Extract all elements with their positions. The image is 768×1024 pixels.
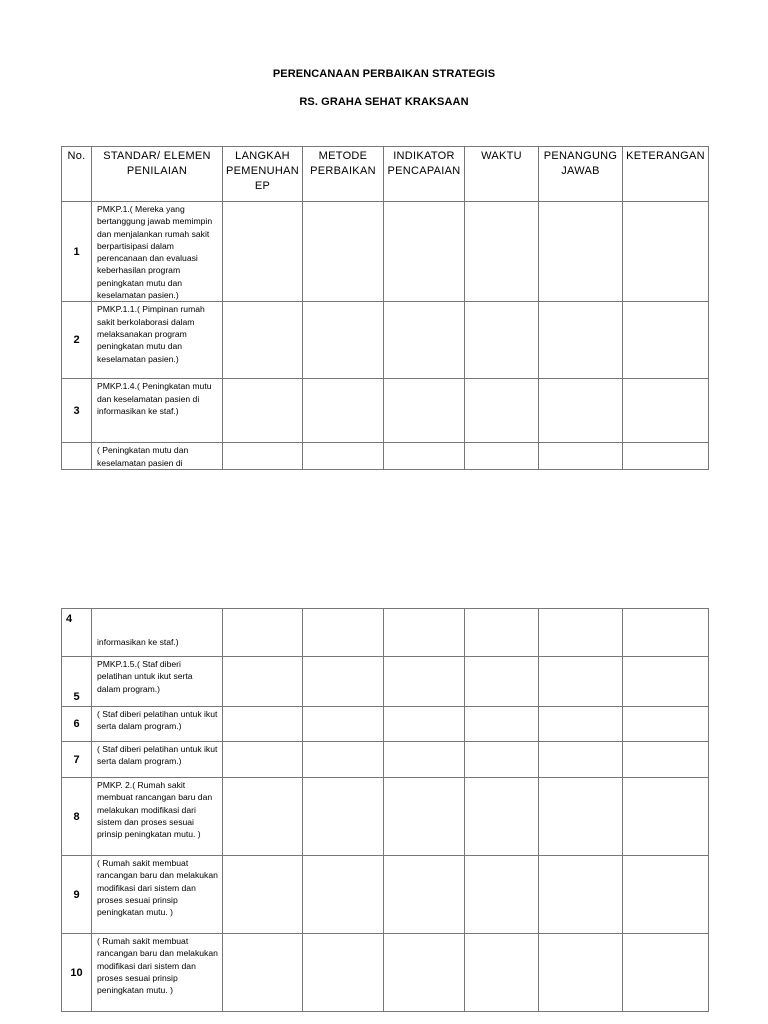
table-row bbox=[62, 742, 709, 778]
cell-empty bbox=[303, 707, 384, 742]
cell-empty bbox=[223, 742, 303, 778]
cell-empty bbox=[539, 657, 623, 707]
row-number: 1 bbox=[62, 202, 92, 302]
cell-empty bbox=[623, 778, 709, 856]
cell-empty bbox=[384, 379, 465, 443]
table-row bbox=[62, 778, 709, 856]
row-number: 4 bbox=[62, 609, 92, 657]
cell-empty bbox=[384, 443, 465, 470]
table-row bbox=[62, 302, 709, 379]
row-standar: ( Rumah sakit membuat rancangan baru dan melakukan modifikasi dari sistem dan proses sesuai prinsip peningkatan mutu. ) bbox=[92, 934, 223, 1012]
cell-empty bbox=[384, 742, 465, 778]
cell-empty bbox=[223, 934, 303, 1012]
cell-empty bbox=[539, 609, 623, 657]
cell-empty bbox=[539, 934, 623, 1012]
table-row bbox=[62, 443, 709, 470]
cell-empty bbox=[223, 707, 303, 742]
table-row bbox=[62, 657, 709, 707]
cell-empty bbox=[384, 778, 465, 856]
row-number: 2 bbox=[62, 302, 92, 379]
cell-empty bbox=[303, 742, 384, 778]
cell-empty bbox=[384, 202, 465, 302]
cell-empty bbox=[623, 742, 709, 778]
cell-empty bbox=[465, 707, 539, 742]
cell-empty bbox=[303, 379, 384, 443]
cell-empty bbox=[384, 657, 465, 707]
cell-empty bbox=[623, 202, 709, 302]
cell-empty bbox=[223, 302, 303, 379]
row-number: 5 bbox=[62, 657, 92, 707]
table-row bbox=[62, 379, 709, 443]
cell-empty bbox=[223, 202, 303, 302]
cell-empty bbox=[303, 657, 384, 707]
cell-empty bbox=[465, 778, 539, 856]
cell-empty bbox=[623, 657, 709, 707]
row-number: 7 bbox=[62, 742, 92, 778]
cell-empty bbox=[539, 742, 623, 778]
row-number bbox=[62, 443, 92, 470]
cell-empty bbox=[623, 609, 709, 657]
table-row bbox=[62, 934, 709, 1012]
cell-empty bbox=[303, 202, 384, 302]
cell-empty bbox=[223, 443, 303, 470]
cell-empty bbox=[539, 778, 623, 856]
header-waktu: WAKTU bbox=[465, 147, 539, 202]
cell-empty bbox=[384, 856, 465, 934]
cell-empty bbox=[623, 934, 709, 1012]
cell-empty bbox=[303, 856, 384, 934]
cell-empty bbox=[539, 379, 623, 443]
cell-empty bbox=[623, 856, 709, 934]
cell-empty bbox=[465, 302, 539, 379]
row-number: 8 bbox=[62, 778, 92, 856]
cell-empty bbox=[465, 609, 539, 657]
row-number: 9 bbox=[62, 856, 92, 934]
table-header-row bbox=[62, 147, 709, 202]
cell-empty bbox=[303, 934, 384, 1012]
cell-empty bbox=[539, 707, 623, 742]
header-no: No. bbox=[62, 147, 92, 202]
header-langkah: LANGKAH PEMENUHAN EP bbox=[223, 147, 303, 202]
cell-empty bbox=[623, 379, 709, 443]
row-standar: PMKP.1.1.( Pimpinan rumah sakit berkolaborasi dalam melaksanakan program peningkatan mutu dan keselamatan pasien.) bbox=[92, 302, 223, 379]
cell-empty bbox=[303, 609, 384, 657]
row-standar: ( Staf diberi pelatihan untuk ikut serta dalam program.) bbox=[92, 742, 223, 778]
hospital-name: RS. GRAHA SEHAT KRAKSAAN bbox=[299, 96, 469, 108]
cell-empty bbox=[465, 856, 539, 934]
cell-empty bbox=[539, 202, 623, 302]
row-standar: PMKP.1.5.( Staf diberi pelatihan untuk ikut serta dalam program.) bbox=[92, 657, 223, 707]
row-standar: ( Peningkatan mutu dan keselamatan pasien di bbox=[92, 443, 223, 470]
cell-empty bbox=[623, 302, 709, 379]
row-standar: ( Rumah sakit membuat rancangan baru dan melakukan modifikasi dari sistem dan proses sesuai prinsip peningkatan mutu. ) bbox=[92, 856, 223, 934]
cell-empty bbox=[623, 707, 709, 742]
cell-empty bbox=[384, 609, 465, 657]
cell-empty bbox=[384, 302, 465, 379]
cell-empty bbox=[223, 379, 303, 443]
cell-empty bbox=[384, 934, 465, 1012]
cell-empty bbox=[223, 609, 303, 657]
cell-empty bbox=[465, 742, 539, 778]
cell-empty bbox=[465, 657, 539, 707]
cell-empty bbox=[465, 443, 539, 470]
cell-empty bbox=[465, 934, 539, 1012]
cell-empty bbox=[539, 302, 623, 379]
header-keterangan: KETERANGAN bbox=[623, 147, 709, 202]
row-number: 6 bbox=[62, 707, 92, 742]
header-standar: STANDAR/ ELEMEN PENILAIAN bbox=[92, 147, 223, 202]
row-standar: PMKP.1.4.( Peningkatan mutu dan keselamatan pasien di informasikan ke staf.) bbox=[92, 379, 223, 443]
cell-empty bbox=[465, 379, 539, 443]
header-penangung-jawab: PENANGUNG JAWAB bbox=[539, 147, 623, 202]
cell-empty bbox=[223, 657, 303, 707]
row-number: 10 bbox=[62, 934, 92, 1012]
strategy-table-page-2 bbox=[61, 608, 709, 1012]
document-title: PERENCANAAN PERBAIKAN STRATEGIS bbox=[272, 68, 496, 80]
table-row bbox=[62, 609, 709, 657]
cell-empty bbox=[303, 302, 384, 379]
header-metode: METODE PERBAIKAN bbox=[303, 147, 384, 202]
cell-empty bbox=[539, 856, 623, 934]
row-standar: PMKP. 2.( Rumah sakit membuat rancangan baru dan melakukan modifikasi dari sistem dan proses sesuai prinsip peningkatan mutu. ) bbox=[92, 778, 223, 856]
cell-empty bbox=[465, 202, 539, 302]
row-standar: ( Staf diberi pelatihan untuk ikut serta dalam program.) bbox=[92, 707, 223, 742]
cell-empty bbox=[303, 778, 384, 856]
cell-empty bbox=[223, 778, 303, 856]
strategy-table-page-1 bbox=[61, 146, 709, 470]
cell-empty bbox=[303, 443, 384, 470]
row-standar: PMKP.1.( Mereka yang bertanggung jawab memimpin dan menjalankan rumah sakit berpartisipasi dalam perencanaan dan evaluasi keberhasilan program peningkatan mutu dan keselamatan pasien.) bbox=[92, 202, 223, 302]
cell-empty bbox=[623, 443, 709, 470]
row-standar: informasikan ke staf.) bbox=[92, 609, 223, 657]
header-indikator: INDIKATOR PENCAPAIAN bbox=[384, 147, 465, 202]
row-number: 3 bbox=[62, 379, 92, 443]
cell-empty bbox=[384, 707, 465, 742]
cell-empty bbox=[539, 443, 623, 470]
cell-empty bbox=[223, 856, 303, 934]
table-row bbox=[62, 856, 709, 934]
table-row bbox=[62, 707, 709, 742]
table-row bbox=[62, 202, 709, 302]
